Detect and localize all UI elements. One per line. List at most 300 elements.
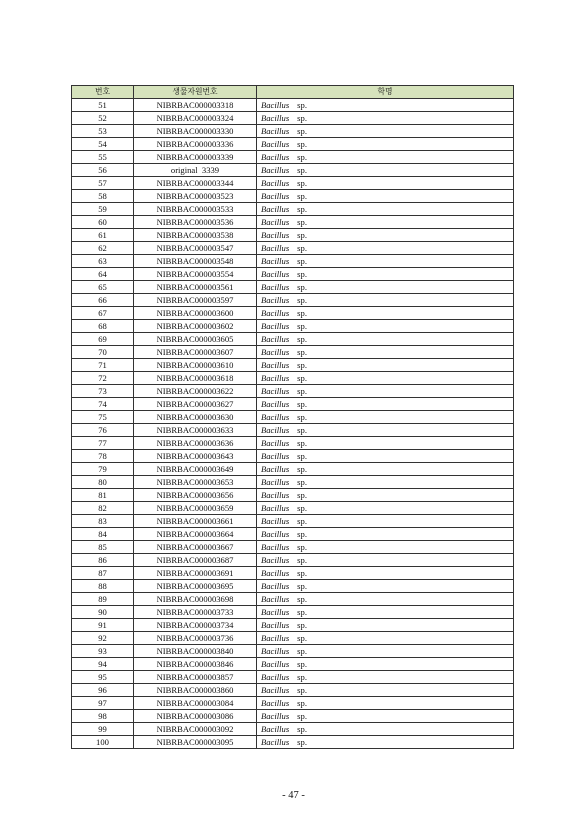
row-number: 62: [72, 242, 134, 255]
resource-id-cell: NIBRBAC000003840: [134, 645, 257, 658]
scientific-name-cell: [257, 255, 514, 268]
row-number: 58: [72, 190, 134, 203]
scientific-name-cell: [257, 502, 514, 515]
genus-name: Bacillus: [261, 126, 290, 136]
row-number: 92: [72, 632, 134, 645]
species-epithet: sp.: [297, 373, 307, 383]
species-epithet: sp.: [297, 295, 307, 305]
species-epithet: sp.: [297, 568, 307, 578]
scientific-name-cell: [257, 320, 514, 333]
species-epithet: sp.: [297, 113, 307, 123]
row-number: 65: [72, 281, 134, 294]
scientific-name-cell: [257, 359, 514, 372]
species-epithet: sp.: [297, 672, 307, 682]
genus-name: Bacillus: [261, 685, 290, 695]
table-row: [72, 294, 514, 307]
species-epithet: sp.: [297, 243, 307, 253]
genus-name: Bacillus: [261, 425, 290, 435]
row-number: 59: [72, 203, 134, 216]
species-epithet: sp.: [297, 529, 307, 539]
table-row: [72, 593, 514, 606]
scientific-name-cell: [257, 541, 514, 554]
row-number: 75: [72, 411, 134, 424]
resource-id-cell: NIBRBAC000003086: [134, 710, 257, 723]
species-epithet: sp.: [297, 217, 307, 227]
species-epithet: sp.: [297, 607, 307, 617]
resource-id-cell: NIBRBAC000003605: [134, 333, 257, 346]
resource-id-cell: NIBRBAC000003627: [134, 398, 257, 411]
species-epithet: sp.: [297, 360, 307, 370]
table-row: [72, 710, 514, 723]
scientific-name-cell: [257, 151, 514, 164]
row-number: 76: [72, 424, 134, 437]
resource-id-cell: NIBRBAC000003095: [134, 736, 257, 749]
genus-name: Bacillus: [261, 672, 290, 682]
resource-id-cell: NIBRBAC000003857: [134, 671, 257, 684]
table-row: [72, 736, 514, 749]
row-number: 71: [72, 359, 134, 372]
genus-name: Bacillus: [261, 503, 290, 513]
scientific-name-cell: [257, 658, 514, 671]
species-epithet: sp.: [297, 451, 307, 461]
species-epithet: sp.: [297, 698, 307, 708]
table-row: [72, 723, 514, 736]
genus-name: Bacillus: [261, 646, 290, 656]
table-row: [72, 528, 514, 541]
resource-id-cell: NIBRBAC000003659: [134, 502, 257, 515]
genus-name: Bacillus: [261, 451, 290, 461]
resource-id-cell: NIBRBAC000003636: [134, 437, 257, 450]
resource-id-cell: NIBRBAC000003536: [134, 216, 257, 229]
species-epithet: sp.: [297, 438, 307, 448]
row-number: 53: [72, 125, 134, 138]
row-number: 74: [72, 398, 134, 411]
scientific-name-cell: [257, 437, 514, 450]
row-number: 57: [72, 177, 134, 190]
species-epithet: sp.: [297, 139, 307, 149]
specimen-table: [71, 85, 514, 749]
genus-name: Bacillus: [261, 633, 290, 643]
species-epithet: sp.: [297, 685, 307, 695]
table-row: [72, 385, 514, 398]
row-number: 100: [72, 736, 134, 749]
scientific-name-cell: [257, 333, 514, 346]
scientific-name-cell: [257, 476, 514, 489]
genus-name: Bacillus: [261, 113, 290, 123]
genus-name: Bacillus: [261, 724, 290, 734]
scientific-name-cell: [257, 619, 514, 632]
page-number: - 47 -: [282, 790, 305, 801]
table-row: [72, 632, 514, 645]
table-row: [72, 333, 514, 346]
species-epithet: sp.: [297, 490, 307, 500]
genus-name: Bacillus: [261, 100, 290, 110]
table-row: [72, 684, 514, 697]
species-epithet: sp.: [297, 581, 307, 591]
scientific-name-cell: [257, 424, 514, 437]
genus-name: Bacillus: [261, 282, 290, 292]
scientific-name-cell: [257, 281, 514, 294]
table-row: [72, 658, 514, 671]
table-row: [72, 138, 514, 151]
row-number: 68: [72, 320, 134, 333]
genus-name: Bacillus: [261, 555, 290, 565]
table-row: [72, 515, 514, 528]
scientific-name-cell: [257, 125, 514, 138]
row-number: 96: [72, 684, 134, 697]
row-number: 56: [72, 164, 134, 177]
table-row: [72, 320, 514, 333]
species-epithet: sp.: [297, 191, 307, 201]
row-number: 60: [72, 216, 134, 229]
row-number: 90: [72, 606, 134, 619]
resource-id-cell: NIBRBAC000003561: [134, 281, 257, 294]
row-number: 77: [72, 437, 134, 450]
row-number: 97: [72, 697, 134, 710]
species-epithet: sp.: [297, 516, 307, 526]
species-epithet: sp.: [297, 282, 307, 292]
genus-name: Bacillus: [261, 217, 290, 227]
genus-name: Bacillus: [261, 399, 290, 409]
species-epithet: sp.: [297, 594, 307, 604]
row-number: 69: [72, 333, 134, 346]
resource-id-cell: NIBRBAC000003318: [134, 99, 257, 112]
resource-id-cell: NIBRBAC000003695: [134, 580, 257, 593]
genus-name: Bacillus: [261, 191, 290, 201]
species-epithet: sp.: [297, 204, 307, 214]
scientific-name-cell: [257, 229, 514, 242]
table-row: [72, 450, 514, 463]
scientific-name-cell: [257, 554, 514, 567]
table-row: [72, 112, 514, 125]
species-epithet: sp.: [297, 321, 307, 331]
table-row: [72, 359, 514, 372]
genus-name: Bacillus: [261, 321, 290, 331]
species-epithet: sp.: [297, 152, 307, 162]
row-number: 86: [72, 554, 134, 567]
resource-id-cell: NIBRBAC000003664: [134, 528, 257, 541]
species-epithet: sp.: [297, 178, 307, 188]
resource-id-cell: NIBRBAC000003533: [134, 203, 257, 216]
table-row: [72, 398, 514, 411]
scientific-name-cell: [257, 632, 514, 645]
table-row: [72, 151, 514, 164]
table-row: [72, 242, 514, 255]
scientific-name-cell: [257, 463, 514, 476]
resource-id-cell: NIBRBAC000003324: [134, 112, 257, 125]
genus-name: Bacillus: [261, 464, 290, 474]
scientific-name-cell: [257, 203, 514, 216]
genus-name: Bacillus: [261, 373, 290, 383]
genus-name: Bacillus: [261, 516, 290, 526]
scientific-name-cell: [257, 190, 514, 203]
scientific-name-cell: [257, 138, 514, 151]
genus-name: Bacillus: [261, 412, 290, 422]
scientific-name-cell: [257, 528, 514, 541]
scientific-name-cell: [257, 372, 514, 385]
resource-id-cell: original 3339: [134, 164, 257, 177]
table-row: [72, 502, 514, 515]
row-number: 99: [72, 723, 134, 736]
species-epithet: sp.: [297, 724, 307, 734]
table-row: [72, 255, 514, 268]
table-row: [72, 411, 514, 424]
scientific-name-cell: [257, 268, 514, 281]
scientific-name-cell: [257, 710, 514, 723]
table-row: [72, 554, 514, 567]
table-body: [72, 99, 514, 749]
genus-name: Bacillus: [261, 308, 290, 318]
species-epithet: sp.: [297, 256, 307, 266]
resource-id-cell: NIBRBAC000003643: [134, 450, 257, 463]
table-row: [72, 125, 514, 138]
genus-name: Bacillus: [261, 360, 290, 370]
table-row: [72, 177, 514, 190]
species-epithet: sp.: [297, 646, 307, 656]
genus-name: Bacillus: [261, 230, 290, 240]
row-number: 82: [72, 502, 134, 515]
table-row: [72, 281, 514, 294]
scientific-name-cell: [257, 216, 514, 229]
species-epithet: sp.: [297, 542, 307, 552]
row-number: 98: [72, 710, 134, 723]
row-number: 54: [72, 138, 134, 151]
scientific-name-cell: [257, 697, 514, 710]
row-number: 70: [72, 346, 134, 359]
row-number: 63: [72, 255, 134, 268]
table-row: [72, 164, 514, 177]
species-epithet: sp.: [297, 126, 307, 136]
scientific-name-cell: [257, 398, 514, 411]
species-epithet: sp.: [297, 399, 307, 409]
scientific-name-cell: [257, 593, 514, 606]
row-number: 64: [72, 268, 134, 281]
scientific-name-cell: [257, 671, 514, 684]
resource-id-cell: NIBRBAC000003860: [134, 684, 257, 697]
genus-name: Bacillus: [261, 204, 290, 214]
species-epithet: sp.: [297, 165, 307, 175]
scientific-name-cell: [257, 307, 514, 320]
resource-id-cell: NIBRBAC000003618: [134, 372, 257, 385]
scientific-name-cell: [257, 164, 514, 177]
resource-id-cell: NIBRBAC000003597: [134, 294, 257, 307]
table-row: [72, 307, 514, 320]
scientific-name-cell: [257, 580, 514, 593]
genus-name: Bacillus: [261, 243, 290, 253]
resource-id-cell: NIBRBAC000003687: [134, 554, 257, 567]
species-epithet: sp.: [297, 633, 307, 643]
genus-name: Bacillus: [261, 698, 290, 708]
table-row: [72, 606, 514, 619]
genus-name: Bacillus: [261, 165, 290, 175]
row-number: 81: [72, 489, 134, 502]
row-number: 78: [72, 450, 134, 463]
resource-id-cell: NIBRBAC000003698: [134, 593, 257, 606]
table-row: [72, 697, 514, 710]
genus-name: Bacillus: [261, 542, 290, 552]
table-row: [72, 541, 514, 554]
row-number: 66: [72, 294, 134, 307]
resource-id-cell: NIBRBAC000003630: [134, 411, 257, 424]
table-row: [72, 489, 514, 502]
header-scientific-name: 학명: [257, 86, 514, 99]
species-epithet: sp.: [297, 347, 307, 357]
row-number: 73: [72, 385, 134, 398]
resource-id-cell: NIBRBAC000003554: [134, 268, 257, 281]
resource-id-cell: NIBRBAC000003092: [134, 723, 257, 736]
scientific-name-cell: [257, 515, 514, 528]
row-number: 80: [72, 476, 134, 489]
scientific-name-cell: [257, 112, 514, 125]
table-row: [72, 580, 514, 593]
table-row: [72, 372, 514, 385]
table-row: [72, 346, 514, 359]
genus-name: Bacillus: [261, 139, 290, 149]
species-epithet: sp.: [297, 230, 307, 240]
row-number: 87: [72, 567, 134, 580]
table-row: [72, 268, 514, 281]
resource-id-cell: NIBRBAC000003661: [134, 515, 257, 528]
genus-name: Bacillus: [261, 178, 290, 188]
resource-id-cell: NIBRBAC000003736: [134, 632, 257, 645]
table-row: [72, 567, 514, 580]
table-row: [72, 216, 514, 229]
scientific-name-cell: [257, 645, 514, 658]
resource-id-cell: NIBRBAC000003610: [134, 359, 257, 372]
genus-name: Bacillus: [261, 295, 290, 305]
genus-name: Bacillus: [261, 386, 290, 396]
resource-id-cell: NIBRBAC000003344: [134, 177, 257, 190]
table-row: [72, 437, 514, 450]
table-header-row: [72, 86, 514, 99]
row-number: 67: [72, 307, 134, 320]
resource-id-cell: NIBRBAC000003330: [134, 125, 257, 138]
table-row: [72, 645, 514, 658]
resource-id-cell: NIBRBAC000003538: [134, 229, 257, 242]
resource-id-cell: NIBRBAC000003653: [134, 476, 257, 489]
table-row: [72, 463, 514, 476]
species-epithet: sp.: [297, 711, 307, 721]
row-number: 88: [72, 580, 134, 593]
resource-id-cell: NIBRBAC000003336: [134, 138, 257, 151]
table-row: [72, 203, 514, 216]
genus-name: Bacillus: [261, 490, 290, 500]
resource-id-cell: NIBRBAC000003547: [134, 242, 257, 255]
resource-id-cell: NIBRBAC000003733: [134, 606, 257, 619]
row-number: 91: [72, 619, 134, 632]
resource-id-cell: NIBRBAC000003602: [134, 320, 257, 333]
genus-name: Bacillus: [261, 347, 290, 357]
row-number: 51: [72, 99, 134, 112]
genus-name: Bacillus: [261, 581, 290, 591]
resource-id-cell: NIBRBAC000003622: [134, 385, 257, 398]
species-epithet: sp.: [297, 659, 307, 669]
scientific-name-cell: [257, 606, 514, 619]
row-number: 72: [72, 372, 134, 385]
resource-id-cell: NIBRBAC000003600: [134, 307, 257, 320]
genus-name: Bacillus: [261, 529, 290, 539]
species-epithet: sp.: [297, 269, 307, 279]
row-number: 83: [72, 515, 134, 528]
species-epithet: sp.: [297, 503, 307, 513]
table-row: [72, 229, 514, 242]
species-epithet: sp.: [297, 620, 307, 630]
resource-id-cell: NIBRBAC000003656: [134, 489, 257, 502]
resource-id-cell: NIBRBAC000003607: [134, 346, 257, 359]
species-epithet: sp.: [297, 386, 307, 396]
scientific-name-cell: [257, 723, 514, 736]
resource-id-cell: NIBRBAC000003667: [134, 541, 257, 554]
genus-name: Bacillus: [261, 659, 290, 669]
species-epithet: sp.: [297, 100, 307, 110]
species-epithet: sp.: [297, 555, 307, 565]
species-epithet: sp.: [297, 425, 307, 435]
table-row: [72, 671, 514, 684]
scientific-name-cell: [257, 177, 514, 190]
row-number: 85: [72, 541, 134, 554]
table-row: [72, 619, 514, 632]
genus-name: Bacillus: [261, 438, 290, 448]
genus-name: Bacillus: [261, 334, 290, 344]
genus-name: Bacillus: [261, 620, 290, 630]
scientific-name-cell: [257, 294, 514, 307]
header-number: 번호: [72, 86, 134, 99]
table-row: [72, 99, 514, 112]
genus-name: Bacillus: [261, 737, 290, 747]
header-resource-id: 생물자원번호: [134, 86, 257, 99]
genus-name: Bacillus: [261, 152, 290, 162]
resource-id-cell: NIBRBAC000003691: [134, 567, 257, 580]
resource-id-cell: NIBRBAC000003633: [134, 424, 257, 437]
genus-name: Bacillus: [261, 607, 290, 617]
row-number: 94: [72, 658, 134, 671]
genus-name: Bacillus: [261, 568, 290, 578]
species-epithet: sp.: [297, 308, 307, 318]
scientific-name-cell: [257, 99, 514, 112]
scientific-name-cell: [257, 450, 514, 463]
species-epithet: sp.: [297, 464, 307, 474]
species-epithet: sp.: [297, 334, 307, 344]
scientific-name-cell: [257, 385, 514, 398]
scientific-name-cell: [257, 346, 514, 359]
genus-name: Bacillus: [261, 269, 290, 279]
row-number: 93: [72, 645, 134, 658]
row-number: 55: [72, 151, 134, 164]
scientific-name-cell: [257, 242, 514, 255]
resource-id-cell: NIBRBAC000003339: [134, 151, 257, 164]
genus-name: Bacillus: [261, 256, 290, 266]
row-number: 79: [72, 463, 134, 476]
row-number: 89: [72, 593, 134, 606]
row-number: 61: [72, 229, 134, 242]
genus-name: Bacillus: [261, 594, 290, 604]
resource-id-cell: NIBRBAC000003084: [134, 697, 257, 710]
species-epithet: sp.: [297, 412, 307, 422]
table-row: [72, 190, 514, 203]
scientific-name-cell: [257, 567, 514, 580]
resource-id-cell: NIBRBAC000003649: [134, 463, 257, 476]
resource-id-cell: NIBRBAC000003734: [134, 619, 257, 632]
genus-name: Bacillus: [261, 477, 290, 487]
genus-name: Bacillus: [261, 711, 290, 721]
species-epithet: sp.: [297, 737, 307, 747]
row-number: 84: [72, 528, 134, 541]
row-number: 95: [72, 671, 134, 684]
row-number: 52: [72, 112, 134, 125]
resource-id-cell: NIBRBAC000003523: [134, 190, 257, 203]
scientific-name-cell: [257, 489, 514, 502]
resource-id-cell: NIBRBAC000003548: [134, 255, 257, 268]
